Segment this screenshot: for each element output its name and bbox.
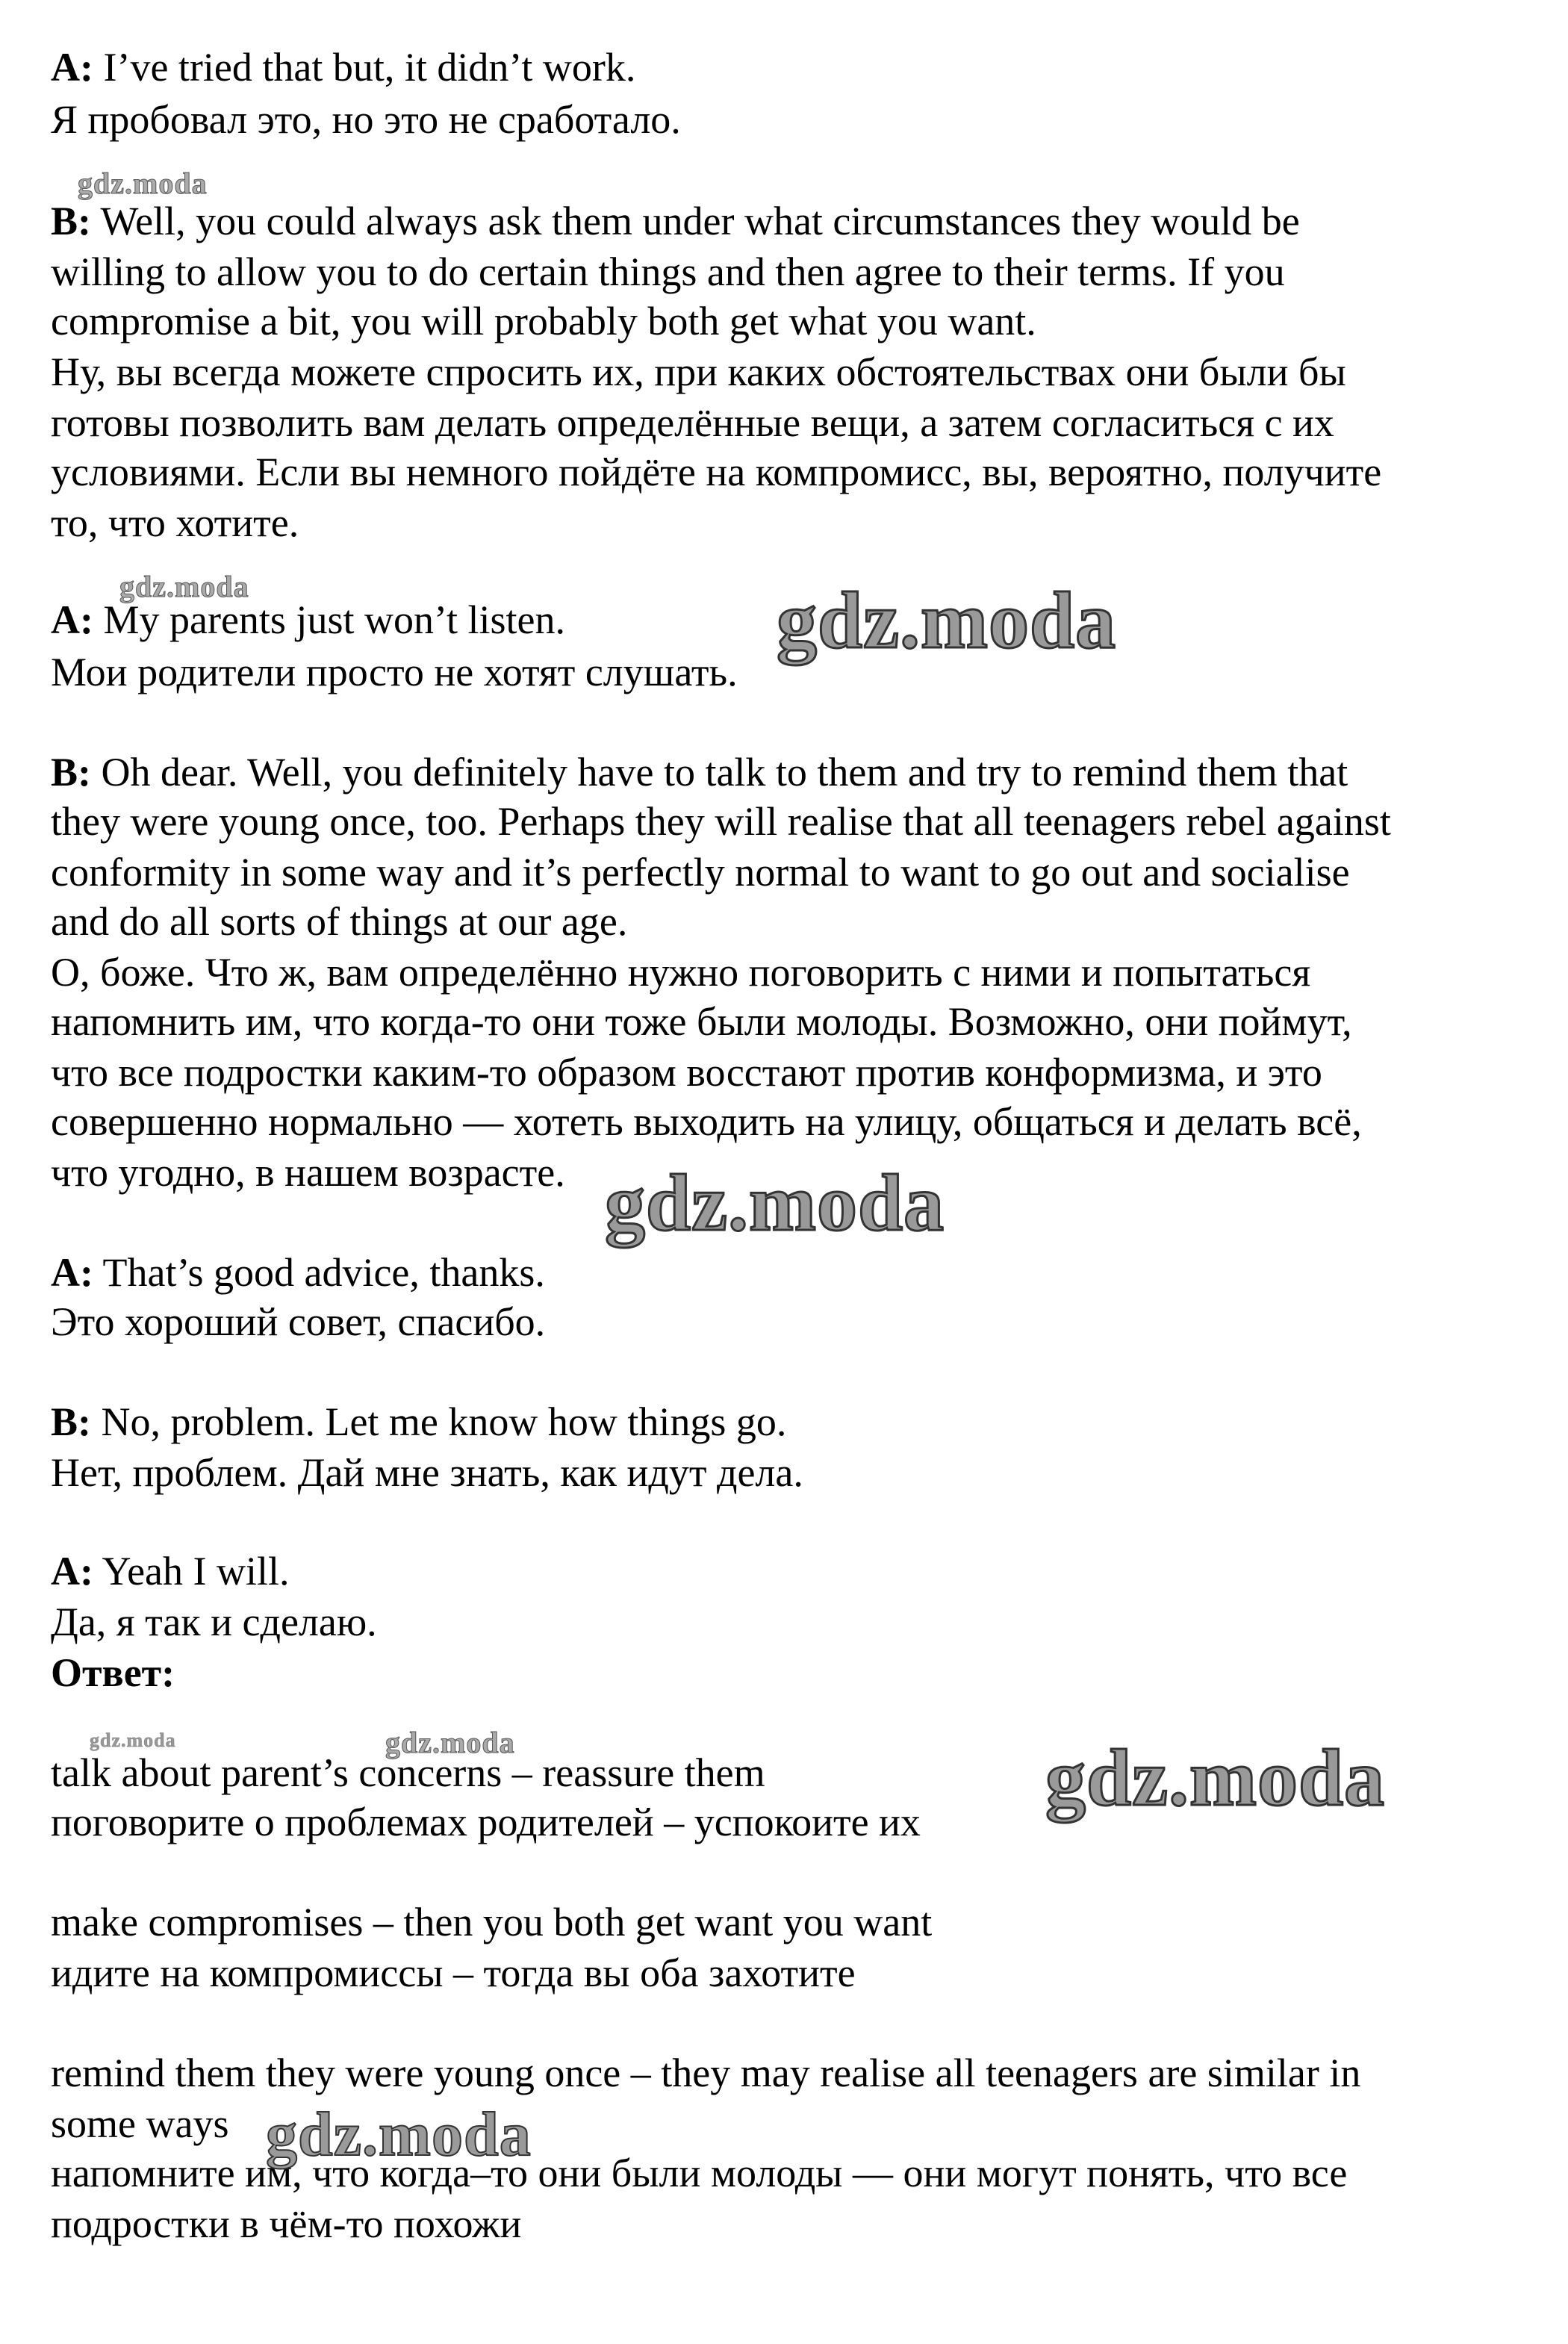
text-line [51,2199,521,2248]
line-text: make compromises – then you both get want you want [51,1900,933,1944]
line-text: поговорите о проблемах родителей – успокоите их [51,1800,921,1844]
watermark-logo: gdz.moda [266,2100,532,2169]
text-line [51,2099,228,2148]
text-line [51,247,1285,296]
text-line [51,897,627,946]
text-line [51,848,1350,897]
watermark-logo: gdz.moda [90,1729,176,1751]
line-text: напомнить им, что когда-то они тоже были молоды. Возможно, они поймут, [51,999,1352,1044]
text-line [51,2148,1347,2198]
line-text: совершенно нормально — хотеть выходить на улицу, общаться и делать всё, [51,1099,1362,1144]
text-line [51,1248,545,1297]
text-line [51,347,1346,397]
text-line [51,1397,786,1446]
line-text: That’s good advice, thanks. [93,1250,545,1295]
speaker-label: A: [51,597,93,642]
text-line [51,797,1391,846]
line-text: напомните им, что когда–то они были молоды — они могут понять, что все [51,2151,1348,2195]
line-text: Нет, проблем. Дай мне знать, как идут дела. [51,1450,803,1495]
line-text: some ways [51,2101,229,2146]
text-line [51,1597,377,1647]
line-text: Yeah I will. [93,1549,290,1594]
watermark-logo: gdz.moda [1045,1734,1386,1823]
line-text: идите на компромиссы – тогда вы оба захотите [51,1950,856,1995]
line-text: Да, я так и сделаю. [51,1600,377,1644]
text-line [51,498,299,547]
line-text: willing to allow you to do certain things and then agree to their terms. If you [51,249,1285,294]
line-text: условиями. Если вы немного пойдёте на компромисс, вы, вероятно, получите [51,450,1382,494]
text-line [51,997,1352,1046]
text-line [51,747,1348,797]
line-text: I’ve tried that but, it didn’t work. [93,45,636,90]
line-text: Well, you could always ask them under what circumstances they would be [91,199,1300,243]
text-line [51,948,1310,997]
text-line [51,196,1300,246]
watermark-logo: gdz.moda [605,1159,945,1248]
line-text: Это хороший совет, спасибо. [51,1299,546,1344]
text-line [51,1797,921,1847]
line-text: то, что хотите. [51,500,299,545]
speaker-label: Ответ: [51,1650,175,1695]
line-text: talk about parent’s concerns – reassure them [51,1750,765,1795]
line-text: Мои родители просто не хотят слушать. [51,650,738,694]
line-text: they were young once, too. Perhaps they will realise that all teenagers rebel against [51,799,1391,844]
line-text: My parents just won’t listen. [93,597,565,642]
line-text: and do all sorts of things at our age. [51,899,628,944]
speaker-label: A: [51,1250,93,1295]
text-line [51,95,681,144]
line-text: подростки в чём-то похожи [51,2201,522,2246]
line-text: Я пробовал это, но это не сработало. [51,97,681,142]
line-text: compromise a bit, you will probably both get what you want. [51,299,1036,343]
line-text: Ну, вы всегда можете спросить их, при каких обстоятельствах они были бы [51,349,1346,394]
text-line [51,1148,565,1197]
text-line [51,43,635,92]
text-line [51,398,1334,447]
text-line [51,1546,290,1596]
line-text: remind them they were young once – they may realise all teenagers are similar in [51,2051,1361,2095]
watermark-logo: gdz.moda [119,570,249,603]
text-line [51,1097,1362,1146]
line-text: О, боже. Что ж, вам определённо нужно поговорить с ними и попытаться [51,950,1311,995]
line-text: что все подростки каким-то образом восстают против конформизма, и это [51,1050,1322,1095]
speaker-label: A: [51,45,93,90]
text-line [51,1948,856,1998]
line-text: No, problem. Let me know how things go. [91,1399,787,1444]
watermark-logo: gdz.moda [385,1726,515,1759]
watermark-logo: gdz.moda [78,167,208,200]
text-line [51,1897,932,1947]
line-text: conformity in some way and it’s perfectly normal to want to go out and socialise [51,850,1350,895]
speaker-label: B: [51,199,91,243]
text-line [51,647,738,697]
text-line [51,2048,1360,2098]
line-text: готовы позволить вам делать определённые вещи, а затем согласиться с их [51,400,1334,445]
text-line [51,447,1381,497]
text-line [51,1448,803,1497]
text-line [51,1297,545,1346]
line-text: что угодно, в нашем возрасте. [51,1150,565,1195]
text-line [51,1648,175,1697]
text-line [51,1048,1322,1097]
speaker-label: B: [51,750,91,795]
line-text: Oh dear. Well, you definitely have to talk to them and try to remind them that [91,750,1348,795]
speaker-label: A: [51,1549,93,1594]
speaker-label: B: [51,1399,91,1444]
watermark-logo: gdz.moda [777,576,1117,665]
text-line [51,296,1036,346]
